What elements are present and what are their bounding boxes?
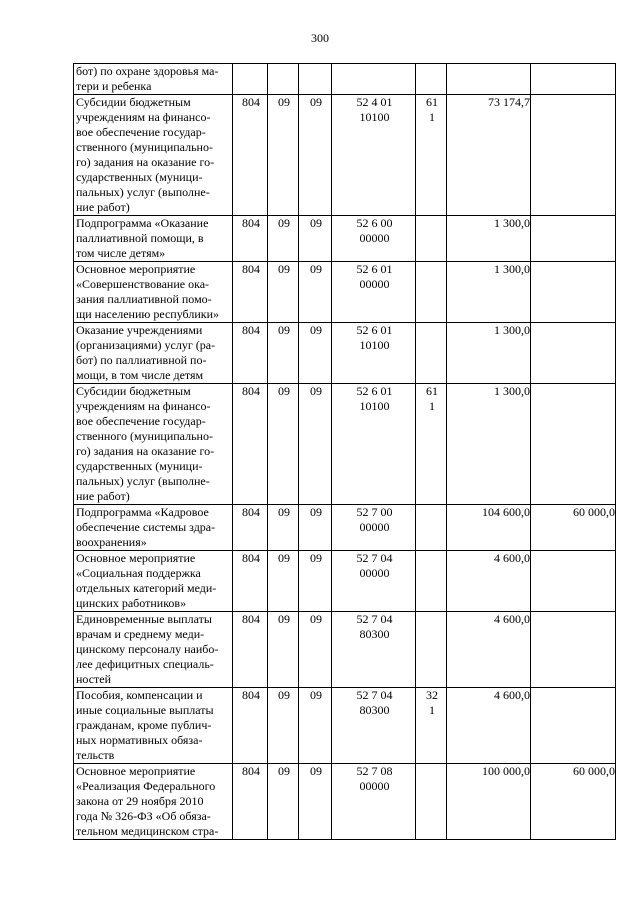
row-amount-1: 1 300,0 xyxy=(447,323,531,384)
row-name: Основное мероприятие «Совершенствование ока- зания паллиативной помо- щи населению республики» xyxy=(74,262,233,323)
row-target-article: 52 7 04 80300 xyxy=(332,612,416,688)
row-subsection-code: 09 xyxy=(299,216,332,262)
row-amount-2: 60 000,0 xyxy=(531,505,616,551)
row-subsection-code: 09 xyxy=(299,262,332,323)
row-ved-code: 804 xyxy=(233,612,268,688)
row-amount-1: 104 600,0 xyxy=(447,505,531,551)
row-expense-type xyxy=(416,64,447,95)
table-row xyxy=(74,216,616,262)
row-section-code: 09 xyxy=(268,384,299,505)
row-subsection-code: 09 xyxy=(299,688,332,764)
row-ved-code: 804 xyxy=(233,764,268,840)
table-row xyxy=(74,64,616,95)
page-number: 300 xyxy=(311,31,329,45)
row-amount-2 xyxy=(531,551,616,612)
row-target-article: 52 6 01 10100 xyxy=(332,323,416,384)
row-target-article: 52 6 01 10100 xyxy=(332,384,416,505)
row-target-article: 52 7 08 00000 xyxy=(332,764,416,840)
row-subsection-code: 09 xyxy=(299,612,332,688)
table-row xyxy=(74,262,616,323)
row-subsection-code: 09 xyxy=(299,323,332,384)
row-section-code: 09 xyxy=(268,551,299,612)
row-amount-1: 4 600,0 xyxy=(447,551,531,612)
row-section-code: 09 xyxy=(268,688,299,764)
row-expense-type xyxy=(416,551,447,612)
row-amount-2 xyxy=(531,323,616,384)
row-target-article: 52 7 04 80300 xyxy=(332,688,416,764)
row-amount-1 xyxy=(447,64,531,95)
row-expense-type: 61 1 xyxy=(416,95,447,216)
row-subsection-code: 09 xyxy=(299,384,332,505)
budget-table xyxy=(73,63,616,840)
row-subsection-code: 09 xyxy=(299,551,332,612)
row-expense-type: 32 1 xyxy=(416,688,447,764)
row-ved-code: 804 xyxy=(233,384,268,505)
row-name: Пособия, компенсации и иные социальные выплаты гражданам, кроме публич- ных нормативных обяза- тельств xyxy=(74,688,233,764)
row-expense-type xyxy=(416,764,447,840)
row-name: Подпрограмма «Кадровое обеспечение системы здра- воохранения» xyxy=(74,505,233,551)
row-ved-code: 804 xyxy=(233,262,268,323)
row-name: Основное мероприятие «Реализация Федерального закона от 29 ноября 2010 года № 326-ФЗ «Об обяза- тельном медицинском стра- xyxy=(74,764,233,840)
row-expense-type: 61 1 xyxy=(416,384,447,505)
row-name: Подпрограмма «Оказание паллиативной помощи, в том числе детям» xyxy=(74,216,233,262)
row-expense-type xyxy=(416,505,447,551)
row-expense-type xyxy=(416,216,447,262)
row-target-article: 52 7 00 00000 xyxy=(332,505,416,551)
row-section-code: 09 xyxy=(268,216,299,262)
row-amount-2 xyxy=(531,64,616,95)
row-section-code: 09 xyxy=(268,764,299,840)
row-ved-code xyxy=(233,64,268,95)
row-amount-2 xyxy=(531,612,616,688)
row-subsection-code: 09 xyxy=(299,505,332,551)
table-row xyxy=(74,95,616,216)
row-name: Единовременные выплаты врачам и среднему меди- цинскому персоналу наибо- лее дефицитных специаль- ностей xyxy=(74,612,233,688)
row-ved-code: 804 xyxy=(233,551,268,612)
row-amount-2 xyxy=(531,95,616,216)
row-ved-code: 804 xyxy=(233,688,268,764)
row-ved-code: 804 xyxy=(233,216,268,262)
row-target-article: 52 7 04 00000 xyxy=(332,551,416,612)
table-row xyxy=(74,551,616,612)
row-amount-1: 4 600,0 xyxy=(447,688,531,764)
budget-table-body xyxy=(74,64,616,840)
row-amount-1: 1 300,0 xyxy=(447,216,531,262)
table-row xyxy=(74,612,616,688)
row-amount-1: 100 000,0 xyxy=(447,764,531,840)
row-name: Оказание учреждениями (организациями) услуг (ра- бот) по паллиативной по- мощи, в том числе детям xyxy=(74,323,233,384)
row-name: Субсидии бюджетным учреждениям на финансо- вое обеспечение государ- ственного (муниципально- го) задания на оказание го- сударственных (муници- пальных) услуг (выполне- ние работ) xyxy=(74,384,233,505)
row-amount-2 xyxy=(531,688,616,764)
row-subsection-code xyxy=(299,64,332,95)
row-amount-1: 1 300,0 xyxy=(447,384,531,505)
row-amount-1: 1 300,0 xyxy=(447,262,531,323)
row-target-article: 52 6 00 00000 xyxy=(332,216,416,262)
row-amount-2 xyxy=(531,216,616,262)
row-target-article: 52 4 01 10100 xyxy=(332,95,416,216)
row-section-code xyxy=(268,64,299,95)
row-name: бот) по охране здоровья ма- тери и ребенка xyxy=(74,64,233,95)
row-amount-2: 60 000,0 xyxy=(531,764,616,840)
row-ved-code: 804 xyxy=(233,323,268,384)
table-row xyxy=(74,505,616,551)
row-amount-1: 73 174,7 xyxy=(447,95,531,216)
row-subsection-code: 09 xyxy=(299,764,332,840)
row-section-code: 09 xyxy=(268,505,299,551)
row-section-code: 09 xyxy=(268,95,299,216)
row-target-article xyxy=(332,64,416,95)
table-row xyxy=(74,384,616,505)
row-section-code: 09 xyxy=(268,612,299,688)
row-expense-type xyxy=(416,323,447,384)
row-expense-type xyxy=(416,262,447,323)
row-amount-2 xyxy=(531,384,616,505)
row-amount-1: 4 600,0 xyxy=(447,612,531,688)
row-section-code: 09 xyxy=(268,323,299,384)
table-row xyxy=(74,323,616,384)
row-section-code: 09 xyxy=(268,262,299,323)
table-row xyxy=(74,764,616,840)
row-amount-2 xyxy=(531,262,616,323)
row-name: Субсидии бюджетным учреждениям на финансо- вое обеспечение государ- ственного (муниципально- го) задания на оказание го- сударственных (муници- пальных) услуг (выполне- ние работ) xyxy=(74,95,233,216)
row-subsection-code: 09 xyxy=(299,95,332,216)
row-ved-code: 804 xyxy=(233,505,268,551)
row-name: Основное мероприятие «Социальная поддержка отдельных категорий меди- цинских работников» xyxy=(74,551,233,612)
row-expense-type xyxy=(416,612,447,688)
row-target-article: 52 6 01 00000 xyxy=(332,262,416,323)
row-ved-code: 804 xyxy=(233,95,268,216)
table-row xyxy=(74,688,616,764)
